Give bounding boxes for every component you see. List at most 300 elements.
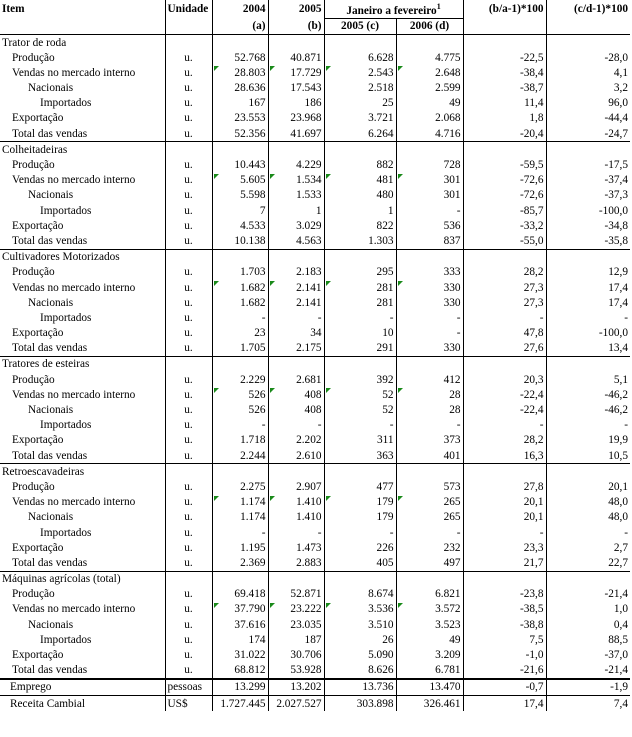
header-2004: 2004 xyxy=(212,0,268,18)
row-value: 17,4 xyxy=(463,696,546,712)
row-value: 2.244 xyxy=(212,448,268,464)
table-row xyxy=(0,418,630,433)
table-row xyxy=(0,280,630,295)
row-value: -34,8 xyxy=(546,218,630,233)
row-value: 408 xyxy=(268,402,324,417)
row-label: Importados xyxy=(40,97,92,110)
row-value: -46,2 xyxy=(546,402,630,417)
header-ratio2: (c/d-1)*100 xyxy=(546,0,630,18)
table-row xyxy=(0,326,630,341)
row-unit: u. xyxy=(165,65,212,80)
row-value: 5.090 xyxy=(324,647,396,662)
row-value: 49 xyxy=(396,632,463,647)
row-value: -44,4 xyxy=(546,111,630,126)
row-value: -17,5 xyxy=(546,157,630,172)
row-value: -33,2 xyxy=(463,218,546,233)
row-value: 27,8 xyxy=(463,479,546,494)
row-label: Nacionais xyxy=(28,296,74,309)
row-value: 1,8 xyxy=(463,111,546,126)
row-value: 3,2 xyxy=(546,81,630,96)
row-value: 2.183 xyxy=(268,265,324,280)
row-value: 10,5 xyxy=(546,448,630,464)
row-value: 2.027.527 xyxy=(268,696,324,712)
row-label: Vendas no mercado interno xyxy=(12,174,136,187)
row-label: Nacionais xyxy=(28,189,74,202)
table-row xyxy=(0,479,630,494)
row-value: 28.803 xyxy=(212,65,268,80)
row-value: 69.418 xyxy=(212,587,268,602)
row-label: Total das vendas xyxy=(12,664,88,677)
row-value: 17.543 xyxy=(268,81,324,96)
row-value: 27,3 xyxy=(463,280,546,295)
row-unit: u. xyxy=(165,540,212,555)
row-value: 1.703 xyxy=(212,265,268,280)
row-value: 6.781 xyxy=(396,663,463,679)
table-row xyxy=(0,647,630,662)
row-value: 52 xyxy=(324,387,396,402)
row-value: 526 xyxy=(212,387,268,402)
row-value: 401 xyxy=(396,448,463,464)
row-label: Produção xyxy=(12,266,55,279)
row-value: 2.681 xyxy=(268,372,324,387)
table-row xyxy=(0,233,630,249)
row-value: 8.674 xyxy=(324,587,396,602)
table-row xyxy=(0,173,630,188)
row-value: -85,7 xyxy=(463,203,546,218)
section-title-row xyxy=(0,356,630,372)
row-value: -21,6 xyxy=(463,663,546,679)
row-unit: u. xyxy=(165,233,212,249)
row-unit: u. xyxy=(165,295,212,310)
table-row xyxy=(0,126,630,142)
row-value: 3.209 xyxy=(396,647,463,662)
row-value: 2.175 xyxy=(268,341,324,357)
row-unit: u. xyxy=(165,587,212,602)
empty-cell xyxy=(165,571,212,587)
row-unit: u. xyxy=(165,111,212,126)
row-value: 28,2 xyxy=(463,265,546,280)
row-value: 5.605 xyxy=(212,173,268,188)
row-value: 373 xyxy=(396,433,463,448)
row-value: 311 xyxy=(324,433,396,448)
row-unit: u. xyxy=(165,602,212,617)
row-value: 1.410 xyxy=(268,495,324,510)
row-value: 480 xyxy=(324,188,396,203)
row-value: 23.968 xyxy=(268,111,324,126)
row-unit: u. xyxy=(165,341,212,357)
row-value: 41.697 xyxy=(268,126,324,142)
row-value: 2.610 xyxy=(268,448,324,464)
row-value: 28,2 xyxy=(463,433,546,448)
row-unit: u. xyxy=(165,479,212,494)
row-value: 3.029 xyxy=(268,218,324,233)
row-label: Vendas no mercado interno xyxy=(12,603,136,616)
row-value: 6.821 xyxy=(396,587,463,602)
row-value: 2.229 xyxy=(212,372,268,387)
row-value: 4.775 xyxy=(396,50,463,65)
row-value: 265 xyxy=(396,510,463,525)
row-value: 405 xyxy=(324,555,396,571)
row-value: 4.716 xyxy=(396,126,463,142)
row-unit: u. xyxy=(165,433,212,448)
row-value: 1,0 xyxy=(546,602,630,617)
table-row xyxy=(0,310,630,325)
row-value: 7,5 xyxy=(463,632,546,647)
row-value: -22,4 xyxy=(463,387,546,402)
row-unit: u. xyxy=(165,326,212,341)
row-value: 10 xyxy=(324,326,396,341)
row-value: 8.626 xyxy=(324,663,396,679)
row-unit: u. xyxy=(165,265,212,280)
header-c: 2005 (c) xyxy=(324,18,396,34)
section-title: Retroescavadeiras xyxy=(0,464,165,480)
row-value: 882 xyxy=(324,157,396,172)
row-value: -37,3 xyxy=(546,188,630,203)
table-row xyxy=(0,663,630,679)
row-value: 48,0 xyxy=(546,510,630,525)
row-label: Total das vendas xyxy=(12,556,88,569)
table-row xyxy=(0,65,630,80)
table-row xyxy=(0,111,630,126)
header-item: Item xyxy=(2,3,25,16)
row-unit: u. xyxy=(165,555,212,571)
empty-cell xyxy=(396,249,463,265)
row-value: -38,7 xyxy=(463,81,546,96)
row-label: Exportação xyxy=(12,541,64,554)
row-value: -38,8 xyxy=(463,617,546,632)
row-value: 301 xyxy=(396,188,463,203)
row-label: Total das vendas xyxy=(12,127,88,140)
empty-cell xyxy=(212,464,268,480)
row-value: 3.523 xyxy=(396,617,463,632)
row-value: -72,6 xyxy=(463,173,546,188)
empty-cell xyxy=(463,356,546,372)
row-value: 392 xyxy=(324,372,396,387)
table-row xyxy=(0,387,630,402)
section-title: Tratores de esteiras xyxy=(0,356,165,372)
row-label: Produção xyxy=(12,51,55,64)
table-row xyxy=(0,617,630,632)
row-value: 52.871 xyxy=(268,587,324,602)
row-unit: u. xyxy=(165,173,212,188)
header-2005: 2005 xyxy=(268,0,324,18)
row-value: 96,0 xyxy=(546,96,630,111)
row-label: Importados xyxy=(40,526,92,539)
row-value: - xyxy=(396,418,463,433)
row-value: 1.410 xyxy=(268,510,324,525)
row-value: 326.461 xyxy=(396,696,463,712)
row-unit: u. xyxy=(165,663,212,679)
row-value: 1.303 xyxy=(324,233,396,249)
row-value: -38,4 xyxy=(463,65,546,80)
row-value: 363 xyxy=(324,448,396,464)
row-unit: u. xyxy=(165,188,212,203)
row-value: - xyxy=(324,525,396,540)
row-value: 536 xyxy=(396,218,463,233)
table-row xyxy=(0,341,630,357)
row-value: 1.705 xyxy=(212,341,268,357)
empty-cell xyxy=(396,142,463,158)
row-value: 16,3 xyxy=(463,448,546,464)
row-value: 4,1 xyxy=(546,65,630,80)
row-value: 232 xyxy=(396,540,463,555)
row-value: - xyxy=(212,525,268,540)
row-value: 49 xyxy=(396,96,463,111)
row-unit: US$ xyxy=(165,696,212,712)
empty-cell xyxy=(463,249,546,265)
row-value: 20,1 xyxy=(463,510,546,525)
row-value: 40.871 xyxy=(268,50,324,65)
empty-cell xyxy=(165,142,212,158)
row-unit: u. xyxy=(165,510,212,525)
row-value: 88,5 xyxy=(546,632,630,647)
row-value: 187 xyxy=(268,632,324,647)
row-value: 0,4 xyxy=(546,617,630,632)
row-value: 6.264 xyxy=(324,126,396,142)
empty-cell xyxy=(268,249,324,265)
section-title: Colheitadeiras xyxy=(0,142,165,158)
table-row xyxy=(0,265,630,280)
row-value: -55,0 xyxy=(463,233,546,249)
row-value: 13.736 xyxy=(324,679,396,696)
row-label: Exportação xyxy=(12,219,64,232)
empty-cell xyxy=(324,34,396,50)
table-row xyxy=(0,96,630,111)
row-label: Nacionais xyxy=(28,404,74,417)
section-title-row xyxy=(0,249,630,265)
row-label: Vendas no mercado interno xyxy=(12,66,136,79)
row-value: -22,5 xyxy=(463,50,546,65)
header-d: 2006 (d) xyxy=(396,18,463,34)
row-value: 20,1 xyxy=(546,479,630,494)
empty-cell xyxy=(546,356,630,372)
row-value: 186 xyxy=(268,96,324,111)
row-value: - xyxy=(212,310,268,325)
table-row xyxy=(0,448,630,464)
empty-cell xyxy=(324,464,396,480)
row-value: 1.682 xyxy=(212,295,268,310)
row-value: 174 xyxy=(212,632,268,647)
row-value: -24,7 xyxy=(546,126,630,142)
row-value: -1,9 xyxy=(546,679,630,696)
section-title-row xyxy=(0,464,630,480)
row-label: Total das vendas xyxy=(12,342,88,355)
row-value: 497 xyxy=(396,555,463,571)
empty-cell xyxy=(268,571,324,587)
row-unit: u. xyxy=(165,418,212,433)
empty-cell xyxy=(268,142,324,158)
row-value: 295 xyxy=(324,265,396,280)
row-value: 11,4 xyxy=(463,96,546,111)
row-value: 330 xyxy=(396,295,463,310)
row-value: - xyxy=(212,418,268,433)
row-value: 21,7 xyxy=(463,555,546,571)
row-value: 28 xyxy=(396,387,463,402)
row-value: 13.202 xyxy=(268,679,324,696)
row-value: 281 xyxy=(324,295,396,310)
row-value: 281 xyxy=(324,280,396,295)
row-value: 53.928 xyxy=(268,663,324,679)
row-value: 2.907 xyxy=(268,479,324,494)
empty-cell xyxy=(212,249,268,265)
row-unit: u. xyxy=(165,632,212,647)
empty-cell xyxy=(546,464,630,480)
table-row xyxy=(0,540,630,555)
row-value: 2.648 xyxy=(396,65,463,80)
row-label: Produção xyxy=(12,373,55,386)
table-row xyxy=(0,157,630,172)
row-value: 23,3 xyxy=(463,540,546,555)
row-unit: u. xyxy=(165,157,212,172)
row-value: 333 xyxy=(396,265,463,280)
header-period-footnote: 1 xyxy=(436,2,441,11)
row-unit: u. xyxy=(165,372,212,387)
row-value: -38,5 xyxy=(463,602,546,617)
row-label: Emprego xyxy=(0,679,165,696)
row-value: 68.812 xyxy=(212,663,268,679)
row-value: 6.628 xyxy=(324,50,396,65)
row-value: - xyxy=(396,326,463,341)
row-value: -37,4 xyxy=(546,173,630,188)
row-label: Importados xyxy=(40,419,92,432)
extra-row xyxy=(0,679,630,696)
row-label: Produção xyxy=(12,480,55,493)
row-value: 330 xyxy=(396,280,463,295)
header-period-label: Janeiro a fevereiro xyxy=(346,4,437,17)
empty-cell xyxy=(212,571,268,587)
row-value: 1.195 xyxy=(212,540,268,555)
row-value: 37.616 xyxy=(212,617,268,632)
row-value: - xyxy=(546,310,630,325)
table-row xyxy=(0,495,630,510)
row-value: 17.729 xyxy=(268,65,324,80)
row-value: 265 xyxy=(396,495,463,510)
row-value: 3.510 xyxy=(324,617,396,632)
row-value: 2.141 xyxy=(268,295,324,310)
empty-cell xyxy=(268,464,324,480)
row-value: 23.222 xyxy=(268,602,324,617)
row-label: Importados xyxy=(40,633,92,646)
row-value: 2.141 xyxy=(268,280,324,295)
section-title: Cultivadores Motorizados xyxy=(0,249,165,265)
row-value: 27,3 xyxy=(463,295,546,310)
row-value: 19,9 xyxy=(546,433,630,448)
row-value: 34 xyxy=(268,326,324,341)
row-label: Nacionais xyxy=(28,618,74,631)
row-value: 23 xyxy=(212,326,268,341)
row-value: 30.706 xyxy=(268,647,324,662)
empty-cell xyxy=(212,356,268,372)
table-row xyxy=(0,433,630,448)
row-value: -59,5 xyxy=(463,157,546,172)
row-value: 179 xyxy=(324,495,396,510)
row-value: 7,4 xyxy=(546,696,630,712)
row-value: 837 xyxy=(396,233,463,249)
row-value: 26 xyxy=(324,632,396,647)
empty-cell xyxy=(546,571,630,587)
row-label: Vendas no mercado interno xyxy=(12,281,136,294)
row-value: 2.275 xyxy=(212,479,268,494)
table-row xyxy=(0,188,630,203)
row-value: -37,0 xyxy=(546,647,630,662)
row-unit: pessoas xyxy=(165,679,212,696)
table-row xyxy=(0,602,630,617)
row-value: -20,4 xyxy=(463,126,546,142)
row-value: 481 xyxy=(324,173,396,188)
empty-cell xyxy=(165,249,212,265)
empty-cell xyxy=(396,34,463,50)
row-value: 4.229 xyxy=(268,157,324,172)
table-row xyxy=(0,218,630,233)
row-unit: u. xyxy=(165,448,212,464)
row-value: - xyxy=(268,525,324,540)
row-unit: u. xyxy=(165,525,212,540)
row-unit: u. xyxy=(165,387,212,402)
header-period xyxy=(324,0,463,18)
row-label: Produção xyxy=(12,588,55,601)
row-value: 28.636 xyxy=(212,81,268,96)
row-value: 7 xyxy=(212,203,268,218)
row-value: -100,0 xyxy=(546,326,630,341)
row-value: 17,4 xyxy=(546,295,630,310)
row-value: 2.883 xyxy=(268,555,324,571)
row-value: 25 xyxy=(324,96,396,111)
row-label: Total das vendas xyxy=(12,234,88,247)
table-row xyxy=(0,372,630,387)
empty-cell xyxy=(396,356,463,372)
header-row-1 xyxy=(0,0,630,18)
row-value: - xyxy=(463,418,546,433)
row-value: 822 xyxy=(324,218,396,233)
row-value: 2.068 xyxy=(396,111,463,126)
row-value: -21,4 xyxy=(546,663,630,679)
row-value: 412 xyxy=(396,372,463,387)
row-label: Receita Cambial xyxy=(0,696,165,712)
row-value: 13.299 xyxy=(212,679,268,696)
empty-cell xyxy=(546,142,630,158)
row-value: 37.790 xyxy=(212,602,268,617)
empty-cell xyxy=(324,356,396,372)
empty-cell xyxy=(463,34,546,50)
row-value: 3.536 xyxy=(324,602,396,617)
row-value: - xyxy=(324,310,396,325)
row-value: 179 xyxy=(324,510,396,525)
row-label: Nacionais xyxy=(28,511,74,524)
row-value: - xyxy=(268,310,324,325)
row-value: - xyxy=(268,418,324,433)
row-value: -35,8 xyxy=(546,233,630,249)
empty-cell xyxy=(463,571,546,587)
row-value: 2.369 xyxy=(212,555,268,571)
row-value: 330 xyxy=(396,341,463,357)
row-value: -100,0 xyxy=(546,203,630,218)
empty-cell xyxy=(396,571,463,587)
empty-cell xyxy=(165,464,212,480)
row-value: 52.768 xyxy=(212,50,268,65)
row-value: 2.599 xyxy=(396,81,463,96)
row-value: 303.898 xyxy=(324,696,396,712)
row-value: 2.543 xyxy=(324,65,396,80)
row-value: 23.035 xyxy=(268,617,324,632)
empty-cell xyxy=(324,249,396,265)
row-value: -22,4 xyxy=(463,402,546,417)
row-value: - xyxy=(396,203,463,218)
row-value: 1.534 xyxy=(268,173,324,188)
row-value: 1.682 xyxy=(212,280,268,295)
empty-cell xyxy=(546,249,630,265)
section-title-row xyxy=(0,571,630,587)
row-value: - xyxy=(463,525,546,540)
